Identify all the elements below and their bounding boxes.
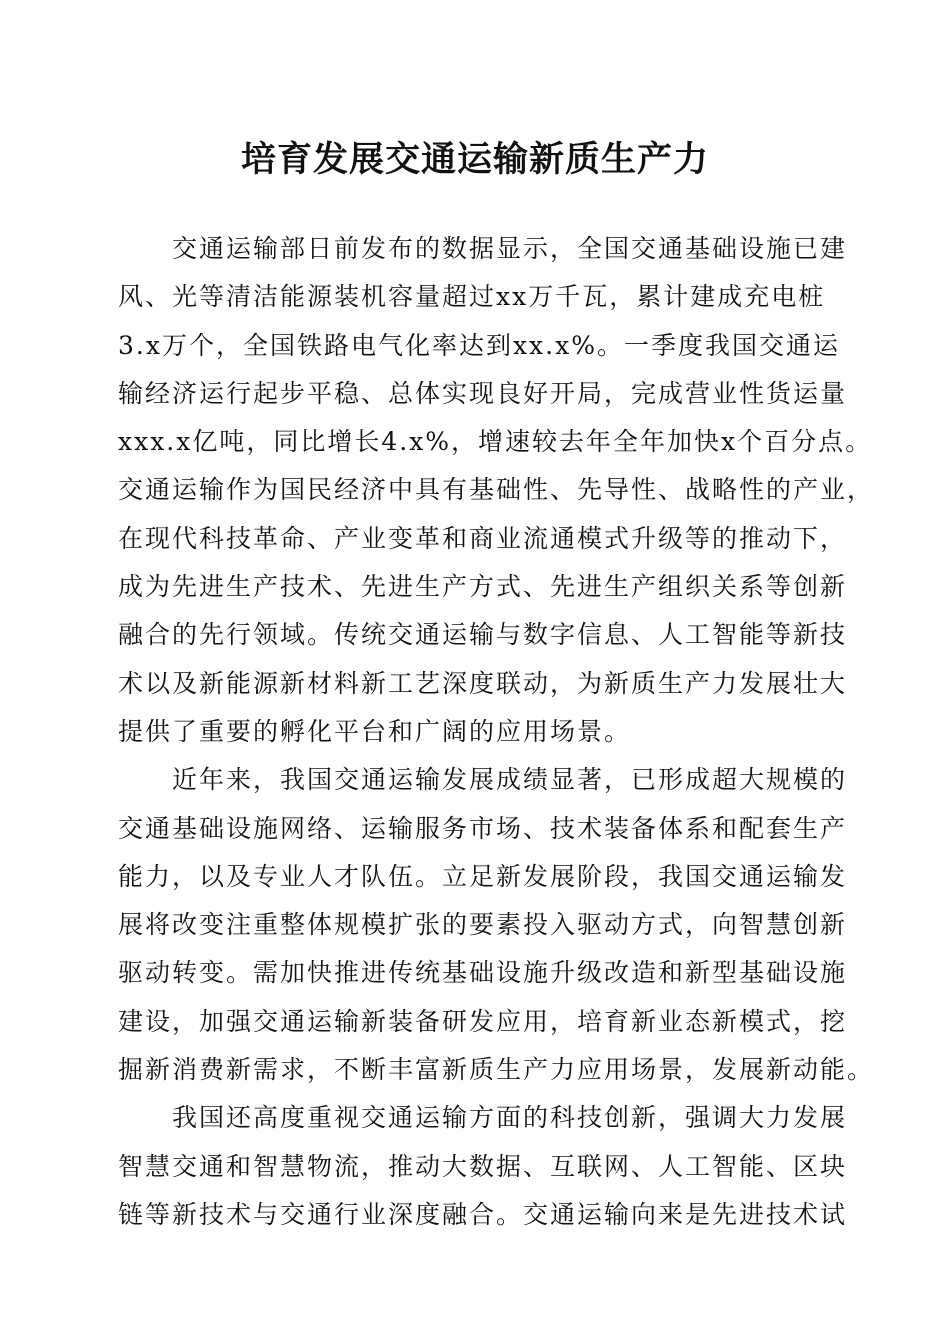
text-line: 融合的先行领域。传统交通运输与数字信息、人工智能等新技 xyxy=(118,620,848,650)
text-line: 3.x万个，全国铁路电气化率达到xx.x%。一季度我国交通运 xyxy=(118,330,840,360)
text-line: 我国还高度重视交通运输方面的科技创新，强调大力发展 xyxy=(172,1103,848,1133)
document-title: 培育发展交通运输新质生产力 xyxy=(240,139,709,180)
text-line: 掘新消费新需求，不断丰富新质生产力应用场景，发展新动能。 xyxy=(118,1055,875,1085)
text-line: 智慧交通和智慧物流，推动大数据、互联网、人工智能、区块 xyxy=(118,1151,848,1181)
text-line: 交通基础设施网络、运输服务市场、技术装备体系和配套生产 xyxy=(118,813,848,843)
text-line: 输经济运行起步平稳、总体实现良好开局，完成营业性货运量 xyxy=(118,378,848,408)
text-line: 提供了重要的孵化平台和广阔的应用场景。 xyxy=(118,716,632,746)
text-line: 展将改变注重整体规模扩张的要素投入驱动方式，向智慧创新 xyxy=(118,910,848,940)
text-line: 近年来，我国交通运输发展成绩显著，已形成超大规模的 xyxy=(172,765,848,795)
text-line: 风、光等清洁能源装机容量超过xx万千瓦，累计建成充电桩 xyxy=(118,282,826,312)
text-line: 在现代科技革命、产业变革和商业流通模式升级等的推动下， xyxy=(118,523,848,553)
text-line: 能力，以及专业人才队伍。立足新发展阶段，我国交通运输发 xyxy=(118,861,848,891)
text-line: 驱动转变。需加快推进传统基础设施升级改造和新型基础设施 xyxy=(118,958,848,988)
text-line: 链等新技术与交通行业深度融合。交通运输向来是先进技术试 xyxy=(118,1199,848,1229)
text-line: 术以及新能源新材料新工艺深度联动，为新质生产力发展壮大 xyxy=(118,668,848,698)
text-line: 交通运输部日前发布的数据显示，全国交通基础设施已建 xyxy=(172,234,848,263)
document-body xyxy=(118,225,875,1239)
text-line: 交通运输作为国民经济中具有基础性、先导性、战略性的产业， xyxy=(118,475,875,505)
text-line: 成为先进生产技术、先进生产方式、先进生产组织关系等创新 xyxy=(118,572,848,602)
text-line: xxx.x亿吨，同比增长4.x%，增速较去年全年加快x个百分点。 xyxy=(118,427,873,457)
text-line: 建设，加强交通运输新装备研发应用，培育新业态新模式，挖 xyxy=(118,1006,848,1036)
